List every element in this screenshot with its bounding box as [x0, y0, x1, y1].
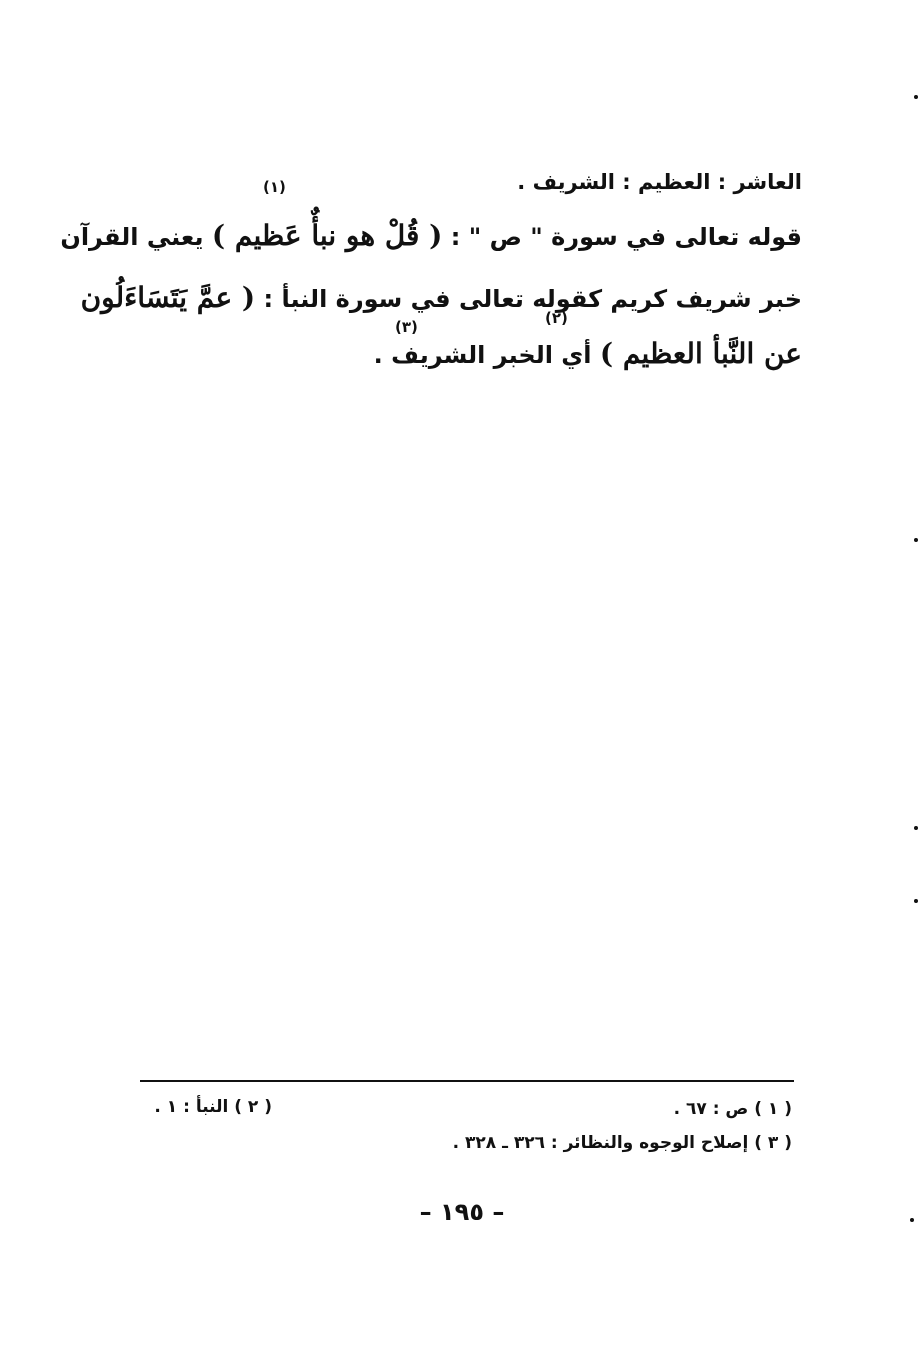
body-line-3 [80, 281, 802, 314]
line3-prefix: خبر شريف كريم كقوله تعالى في سورة النبأ : [263, 285, 802, 313]
page-number: – ١٩٥ – [419, 1198, 505, 1226]
scan-speck [914, 899, 918, 903]
body-line-2 [60, 219, 802, 252]
scan-speck [914, 95, 918, 99]
quran-quote-1: ( قُلْ هو نبأٌ عَظيم ) [211, 219, 443, 252]
line4-suffix: أي الخبر الشريف . [373, 341, 592, 369]
scan-speck [910, 1218, 914, 1222]
footnote-marker-3: (٣) [395, 318, 418, 336]
line2-suffix: يعني القرآن [60, 223, 204, 251]
quran-quote-2-start: ( عمَّ يَتَسَاءَلُون [80, 281, 256, 314]
footnote-2: ( ٢ ) النبأ : ١ . [154, 1097, 272, 1117]
footnote-divider [140, 1080, 794, 1082]
footnote-marker-2: (٢) [545, 309, 568, 327]
scan-speck [914, 538, 918, 542]
footnote-1: ( ١ ) ص : ٦٧ . [673, 1099, 792, 1119]
line2-prefix: قوله تعالى في سورة " ص " : [450, 223, 802, 251]
footnote-3: ( ٣ ) إصلاح الوجوه والنظائر : ٣٢٦ ـ ٣٢٨ . [452, 1133, 792, 1153]
heading-line: العاشر : العظيم : الشريف . [517, 170, 802, 194]
quran-quote-2-end: عن النَّبأ العظيم ) [599, 337, 802, 370]
body-line-4 [373, 337, 802, 370]
footnote-marker-1: (١) [263, 178, 286, 196]
scan-speck [914, 826, 918, 830]
